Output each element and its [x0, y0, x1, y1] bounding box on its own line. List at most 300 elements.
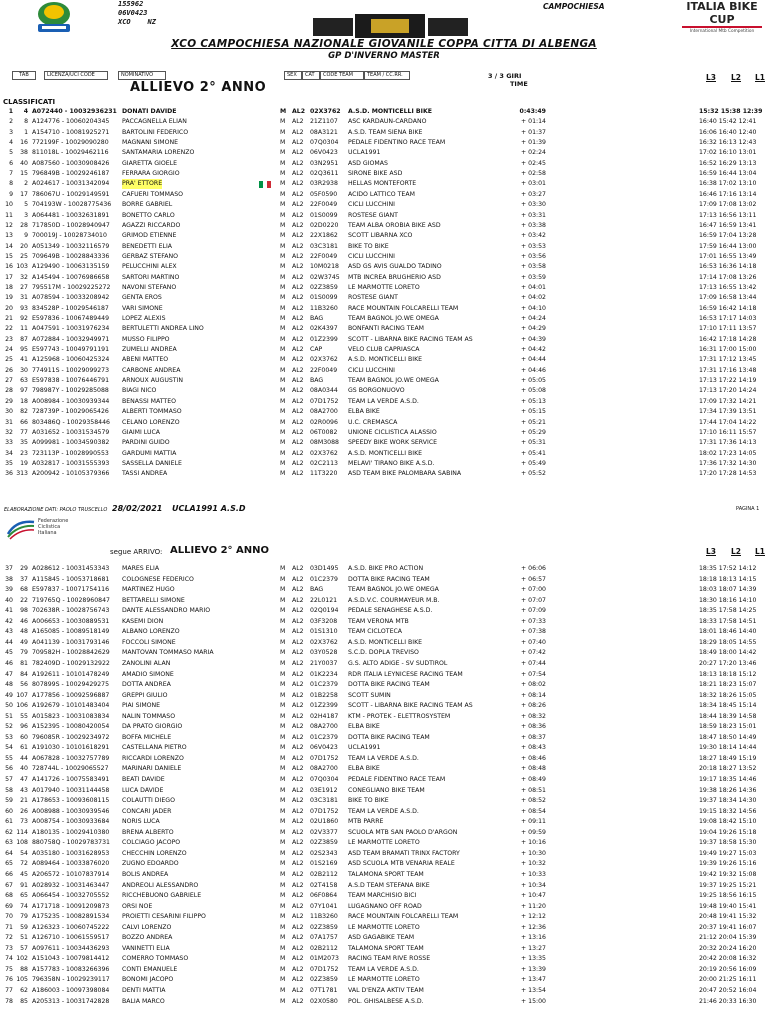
position: 58 — [5, 786, 13, 794]
lap-times: 20:27 17:20 13:46 — [699, 659, 757, 667]
result-row — [0, 975, 768, 985]
category: AL2 — [292, 201, 304, 209]
lap-times: 17:44 17:04 14:22 — [699, 418, 757, 426]
rider-name: DANTE ALESSANDRO MARIO — [122, 607, 211, 615]
team-name: TEAM BAGNOL JO.WE OMEGA — [348, 315, 439, 322]
lap-times: 20:48 19:41 15:32 — [699, 913, 757, 921]
category: AL2 — [292, 870, 304, 878]
bib: 106 — [16, 702, 28, 710]
team-name: TEAM LA VERDE A.S.D. — [348, 965, 419, 973]
category: AL2 — [292, 818, 304, 826]
license: A200942 - 10105379366 — [32, 470, 110, 478]
time: + 05:05 — [521, 377, 546, 385]
team-name: ACIDO LATTICO TEAM — [348, 190, 415, 198]
category: AL2 — [292, 828, 304, 836]
sex: M — [280, 776, 286, 783]
position: 73 — [5, 944, 13, 952]
position: 52 — [5, 723, 13, 731]
time: + 09:11 — [521, 818, 546, 826]
sex: M — [280, 892, 286, 900]
lap-times: 16:53 16:36 14:18 — [699, 263, 757, 271]
bib: 77 — [20, 428, 28, 436]
time: + 05:13 — [521, 397, 546, 405]
position: 19 — [5, 294, 13, 302]
category: AL2 — [292, 902, 304, 910]
bib: 37 — [20, 575, 28, 583]
bib: 25 — [20, 252, 28, 260]
lap-times: 19:04 19:26 15:18 — [699, 828, 757, 836]
bib: 96 — [20, 723, 28, 731]
sponsor-logo-subtext: International Mtb Competition — [689, 29, 755, 34]
sex: M — [280, 902, 286, 910]
lap-times: 17:20 17:28 14:53 — [699, 470, 757, 478]
time: + 03:38 — [521, 221, 546, 229]
category: AL2 — [292, 881, 304, 889]
license: A031652 - 10031534579 — [32, 428, 110, 436]
license: A078594 - 10033208942 — [32, 294, 110, 302]
rider-name: BRENA ALBERTO — [122, 828, 174, 836]
team-name: A.S.D. MONTICELLI BIKE — [348, 356, 423, 364]
result-row — [0, 627, 768, 637]
result-row — [0, 796, 768, 806]
bib: 26 — [20, 807, 28, 815]
team-name: UCLA1991 — [348, 149, 381, 157]
team-name: A.S.D. MONTICELLI BIKE — [348, 449, 423, 457]
rider-name: BALIA MARCO — [122, 997, 165, 1005]
sex: M — [280, 596, 286, 604]
team-name: UNIONE CICLISTICA ALASSIO — [348, 428, 437, 436]
team-code: 02X3762 — [310, 356, 338, 364]
bib: 18 — [20, 397, 28, 405]
category: AL2 — [292, 934, 304, 942]
rider-name: ORSI NOE — [122, 902, 153, 910]
time: + 10:30 — [521, 849, 546, 857]
category: AL2 — [292, 211, 304, 219]
position: 31 — [5, 418, 13, 426]
time: + 07:40 — [521, 638, 546, 646]
result-row — [0, 345, 768, 355]
category: AL2 — [292, 976, 304, 984]
position: 47 — [5, 670, 13, 678]
footer-club: UCLA1991 A.S.D — [172, 504, 246, 513]
bib: 97 — [20, 387, 28, 395]
license: 704193W - 10028775436 — [32, 201, 112, 209]
team-code: 06V0423 — [310, 149, 338, 157]
code-2: 06V0423 — [118, 9, 148, 17]
lap-times: 16:47 16:59 13:41 — [699, 221, 757, 229]
sex: M — [280, 786, 286, 794]
rider-name: KASEMI DION — [122, 617, 164, 625]
bib: 45 — [20, 870, 28, 878]
team-code: 07Y1041 — [310, 902, 338, 910]
team-name: RACE MOUNTAIN FOLCARELLI TEAM — [348, 304, 459, 312]
category: AL2 — [292, 397, 304, 405]
category: AL2 — [292, 459, 304, 467]
bib: 41 — [20, 356, 28, 364]
result-row — [0, 386, 768, 396]
lap-times: 19:49 19:27 15:03 — [699, 849, 757, 857]
category: AL2 — [292, 428, 304, 436]
lap-times: 18:32 18:26 15:05 — [699, 691, 757, 699]
result-row — [0, 997, 768, 1007]
bib: 2 — [24, 180, 28, 188]
team-name: SCOTT SUMIN — [348, 691, 391, 699]
result-row — [0, 159, 768, 169]
bib: 65 — [20, 892, 28, 900]
result-row — [0, 954, 768, 964]
sex: M — [280, 377, 286, 385]
lap-times: 17:13 17:20 14:24 — [699, 387, 757, 395]
sex: M — [280, 325, 286, 333]
position: 65 — [5, 860, 13, 868]
lap-times: 18:02 17:23 14:05 — [699, 449, 757, 457]
lap-times: 16:06 16:40 12:40 — [699, 128, 757, 136]
sex: M — [280, 252, 286, 260]
time: + 05:15 — [521, 408, 546, 416]
time: + 13:35 — [521, 955, 546, 963]
bib: 40 — [20, 765, 28, 773]
category: AL2 — [292, 315, 304, 322]
lap-times: 17:02 16:10 13:01 — [699, 149, 757, 157]
lap-times: 17:31 17:36 14:13 — [699, 439, 757, 447]
team-name: U.C. CREMASCA — [348, 418, 398, 426]
bib: 81 — [20, 659, 28, 667]
result-row — [0, 733, 768, 743]
rider-name: ZANOLINI ALAN — [122, 659, 171, 667]
license: A072884 - 10032949971 — [32, 335, 110, 343]
result-row — [0, 648, 768, 658]
time: + 10:16 — [521, 839, 546, 847]
team-code: 02Z3859 — [310, 283, 338, 291]
category: AL2 — [292, 366, 304, 374]
bib: 92 — [20, 315, 28, 322]
time: + 10:33 — [521, 870, 546, 878]
team-code: 01C2379 — [310, 575, 338, 583]
result-row — [0, 912, 768, 922]
sex: M — [280, 987, 286, 994]
result-row — [0, 428, 768, 438]
rider-name: PELUCCHINI ALEX — [122, 263, 177, 271]
team-name: SCUOLA MTB SAN PAOLO D'ARGON — [348, 828, 458, 836]
team-code: BAG — [310, 377, 324, 385]
result-row — [0, 701, 768, 711]
team-code: 11B3260 — [310, 304, 338, 312]
license: A177856 - 10092596887 — [32, 691, 110, 699]
license: A089464 - 10033876020 — [32, 860, 110, 868]
license: A192679 - 10101483404 — [32, 702, 110, 710]
sex: M — [280, 828, 286, 836]
position: 28 — [5, 387, 13, 395]
rider-name: PACCAGNELLA ELIAN — [122, 118, 187, 126]
lap-times: 20:19 20:56 16:09 — [699, 965, 757, 973]
category: AL2 — [292, 128, 304, 136]
time: + 08:32 — [521, 712, 546, 720]
rider-name: CARBONE ANDREA — [122, 366, 181, 374]
bib: 1 — [24, 128, 28, 136]
laps-label: 3 / 3 GIRI — [488, 72, 522, 80]
team-code: 05F0590 — [310, 190, 338, 198]
sex: M — [280, 965, 286, 973]
license: 723113P - 10028990553 — [32, 449, 109, 457]
result-row — [0, 179, 768, 189]
lap-times: 18:59 18:23 15:01 — [699, 723, 757, 731]
rider-name: BOFFA MICHELE — [122, 733, 172, 741]
license: 796085R - 10029234972 — [32, 733, 110, 741]
rider-name: DENTI MATTIA — [122, 987, 166, 994]
team-code: 07D1752 — [310, 397, 339, 405]
position: 2 — [9, 118, 13, 126]
sex: M — [280, 754, 286, 762]
time: + 08:14 — [521, 691, 546, 699]
team-name: LE MARMOTTE LORETO — [348, 839, 420, 847]
bib: 60 — [20, 733, 28, 741]
sex: M — [280, 118, 286, 126]
team-name: SPEEDY BIKE WORK SERVICE — [348, 439, 438, 447]
team-name: TEAM VERONA MTB — [348, 617, 409, 625]
team-code: 01Z2399 — [310, 335, 338, 343]
time: + 04:46 — [521, 366, 546, 374]
team-code: 02R0096 — [310, 418, 338, 426]
team-name: RACING TEAM RIVE ROSSE — [348, 955, 431, 963]
category: AL2 — [292, 159, 304, 167]
rider-name: BORRE GABRIEL — [122, 201, 173, 209]
lap-times: 17:10 17:11 13:57 — [699, 325, 757, 333]
time: + 03:42 — [521, 232, 546, 240]
team-name: LE MARMOTTE LORETO — [348, 923, 420, 931]
sex: M — [280, 649, 286, 657]
lap-times: 17:31 17:12 13:45 — [699, 356, 757, 364]
rider-name: PRA' ETTORE — [122, 180, 163, 188]
time: + 07:09 — [521, 607, 546, 615]
rider-name: BOLIS ANDREA — [122, 870, 169, 878]
time: + 03:01 — [521, 180, 546, 188]
team-code: 06T0082 — [310, 428, 338, 436]
category: AL2 — [292, 765, 304, 773]
lap-times: 18:44 18:39 14:58 — [699, 712, 757, 720]
category: AL2 — [292, 776, 304, 783]
team-code: 03F3208 — [310, 617, 338, 625]
time: + 07:44 — [521, 659, 546, 667]
category: AL2 — [292, 712, 304, 720]
team-name: TEAM ALBA OROBIA BIKE ASD — [348, 221, 441, 229]
lap-times: 17:13 16:56 13:11 — [699, 211, 757, 219]
result-row — [0, 397, 768, 407]
position: 44 — [5, 638, 13, 646]
bib: 59 — [20, 923, 28, 931]
license: A008984 - 10030939344 — [32, 397, 110, 405]
rider-name: CELANO LORENZO — [122, 418, 180, 426]
classified-label: CLASSIFICATI — [3, 98, 56, 106]
team-name: ASD TEAM BIKE PALOMBARA SABINA — [348, 470, 462, 478]
team-name: LE MARMOTTE LORETO — [348, 283, 420, 291]
bib: 46 — [20, 617, 28, 625]
position: 32 — [5, 428, 13, 436]
position: 49 — [5, 691, 13, 699]
team-name: DOTTA BIKE RACING TEAM — [348, 733, 430, 741]
rider-name: BARTOLINI FEDERICO — [122, 128, 189, 136]
team-name: LE MARMOTTE LORETO — [348, 976, 420, 984]
result-row — [0, 107, 768, 117]
team-code: BAG — [310, 315, 324, 322]
team-code: 08A0344 — [310, 387, 338, 395]
time: + 08:48 — [521, 765, 546, 773]
time: + 01:37 — [521, 128, 546, 136]
page2-category: ALLIEVO 2° ANNO — [170, 545, 269, 556]
rider-name: CONCARI JADER — [122, 807, 172, 815]
category: AL2 — [292, 377, 304, 385]
position: 63 — [5, 839, 13, 847]
team-code: 10M0218 — [310, 263, 339, 271]
license: 807899S - 10029429275 — [32, 681, 110, 689]
license: 803486Q - 10029358446 — [32, 418, 110, 426]
bib: 95 — [20, 346, 28, 354]
bib: 93 — [20, 304, 28, 312]
lap-times: 19:37 18:34 14:30 — [699, 797, 757, 805]
result-row — [0, 659, 768, 669]
result-row — [0, 366, 768, 376]
position: 55 — [5, 754, 13, 762]
team-code: 02C2113 — [310, 459, 338, 467]
position: 3 — [9, 128, 13, 136]
bib: 98 — [20, 607, 28, 615]
rider-name: LUCA DAVIDE — [122, 786, 164, 794]
position: 18 — [5, 283, 13, 291]
position: 35 — [5, 459, 13, 467]
license: A028932 - 10031463447 — [32, 881, 110, 889]
position: 66 — [5, 870, 13, 878]
lap-times: 19:15 18:32 14:56 — [699, 807, 757, 815]
rider-name: MUSSO FILIPPO — [122, 335, 170, 343]
sex: M — [280, 575, 286, 583]
bib: 66 — [20, 418, 28, 426]
lap-times: 16:46 17:16 13:14 — [699, 190, 757, 198]
rider-name: CONTI EMANUELE — [122, 965, 178, 973]
team-name: MELAVI' TIRANO BIKE A.S.D. — [348, 459, 435, 467]
team-code: 07D1752 — [310, 754, 339, 762]
rider-name: RICCARDI LORENZO — [122, 754, 184, 762]
team-name: ASC KARDAUN-CARDANO — [348, 118, 427, 126]
time: + 06:57 — [521, 575, 546, 583]
bib: 85 — [20, 997, 28, 1005]
team-name: CICLI LUCCHINI — [348, 366, 395, 374]
rider-name: COMERRO TOMMASO — [122, 955, 189, 963]
sex: M — [280, 211, 286, 219]
lap-times: 17:01 16:55 13:49 — [699, 252, 757, 260]
lap-times: 16:42 17:18 14:28 — [699, 335, 757, 343]
result-row — [0, 680, 768, 690]
license: A017940 - 10031144458 — [32, 786, 110, 794]
license: 728744L - 10029065527 — [32, 765, 109, 773]
team-code: 01M2073 — [310, 955, 339, 963]
position: 36 — [5, 470, 13, 478]
result-row — [0, 438, 768, 448]
license: E597838 - 10076446791 — [32, 377, 109, 385]
rider-name: GRIMOD ETIENNE — [122, 232, 177, 240]
lap-times: 16:52 16:29 13:13 — [699, 159, 757, 167]
lap-times: 20:18 18:27 13:52 — [699, 765, 757, 773]
time: + 04:10 — [521, 304, 546, 312]
team-code: 02V3377 — [310, 828, 338, 836]
team-code: 07Q0304 — [310, 139, 339, 147]
rider-name: BETTARELLI SIMONE — [122, 596, 185, 604]
result-row — [0, 273, 768, 283]
rider-name: BONETTO CARLO — [122, 211, 175, 219]
sex: M — [280, 459, 286, 467]
position: 4 — [9, 139, 13, 147]
team-code: 22F0049 — [310, 201, 338, 209]
bib: 103 — [16, 263, 28, 271]
bib: 313 — [16, 470, 28, 478]
time: + 03:27 — [521, 190, 546, 198]
team-name: KTM - PROTEK - ELETTROSYSTEM — [348, 712, 451, 720]
result-row — [0, 891, 768, 901]
team-name: TEAM BAGNOL JO.WE OMEGA — [348, 586, 439, 594]
position: 78 — [5, 997, 13, 1005]
team-name: DOTTA BIKE RACING TEAM — [348, 575, 430, 583]
rider-name: DOTTA ANDREA — [122, 681, 171, 689]
lap-times: 18:13 18:18 15:12 — [699, 670, 757, 678]
license: 795517M - 10029225272 — [32, 283, 111, 291]
lap-times: 20:37 19:41 16:07 — [699, 923, 757, 931]
category: AL2 — [292, 913, 304, 921]
fci-text-1: Federazione — [38, 518, 69, 524]
license: A099981 - 10034590382 — [32, 439, 110, 447]
position: 39 — [5, 586, 13, 594]
rider-name: BEATI DAVIDE — [122, 776, 165, 783]
license: A171718 - 10091209873 — [32, 902, 110, 910]
position: 22 — [5, 325, 13, 333]
license: A157783 - 10083266396 — [32, 965, 110, 973]
rider-name: MARES ELIA — [122, 565, 160, 572]
lap-times: 21:46 20:33 16:30 — [699, 997, 757, 1005]
result-row — [0, 986, 768, 996]
sex: M — [280, 346, 286, 354]
bib: 3 — [24, 211, 28, 219]
category: AL2 — [292, 325, 304, 333]
category: AL2 — [292, 670, 304, 678]
result-row — [0, 148, 768, 158]
position: 21 — [5, 315, 13, 322]
result-row — [0, 754, 768, 764]
team-name: VAL D'ENZA AKTIV TEAM — [348, 987, 424, 994]
team-name: ASD TEAM BRAMATI TRINX FACTORY — [348, 849, 460, 857]
team-name: G.S. ALTO ADIGE - SV SUDTIROL — [348, 659, 448, 667]
license: A041139 - 10031793146 — [32, 638, 110, 646]
team-code: 08A2700 — [310, 408, 338, 416]
sex: M — [280, 449, 286, 457]
result-row — [0, 859, 768, 869]
rider-name: VANINETTI ELIA — [122, 944, 170, 952]
team-code: 02H4187 — [310, 712, 339, 720]
team-name: POL. GHISALBESE A.S.D. — [348, 997, 424, 1005]
sex: M — [280, 807, 286, 815]
bib: 74 — [20, 902, 28, 910]
license: A008754 - 10030933684 — [32, 818, 110, 826]
time: + 05:52 — [521, 470, 546, 478]
team-code: 07D1752 — [310, 807, 339, 815]
team-name: HELLAS MONTEFORTE — [348, 180, 417, 188]
team-code: 02X3762 — [310, 638, 338, 646]
lap-col-l2: L2 — [731, 73, 741, 82]
position: 57 — [5, 776, 13, 783]
team-name: DOTTA BIKE RACING TEAM — [348, 681, 430, 689]
team-name: TALAMONA SPORT TEAM — [348, 870, 424, 878]
sex: M — [280, 428, 286, 436]
result-row — [0, 712, 768, 722]
team-name: A.S.D. BIKE PRO ACTION — [348, 565, 424, 572]
bib: 57 — [20, 944, 28, 952]
footer-date: 28/02/2021 — [112, 504, 163, 513]
